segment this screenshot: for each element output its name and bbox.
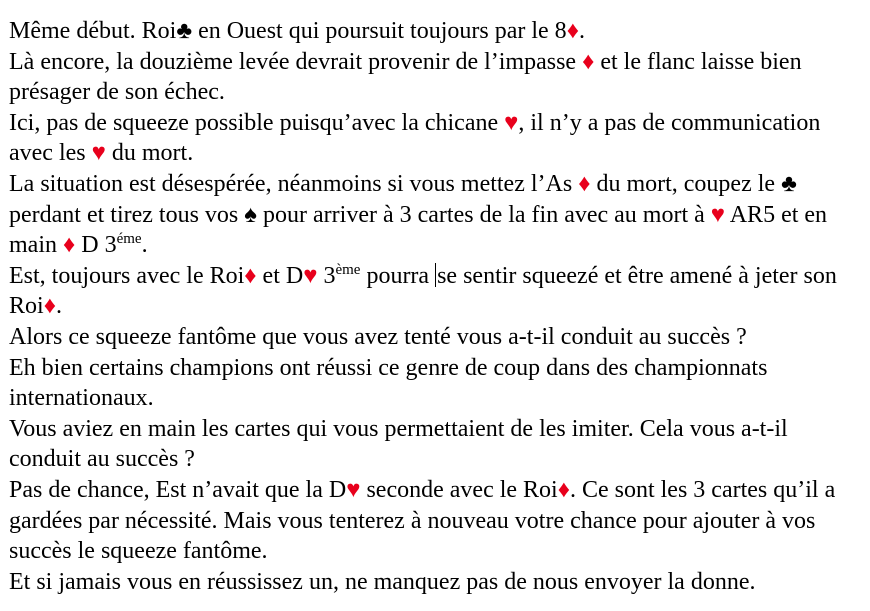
club-suit-icon: ♣	[176, 18, 193, 44]
diamond-suit-icon: ♦	[244, 262, 257, 289]
ordinal-superscript: éme	[116, 231, 142, 248]
text-run: Pas de chance, Est n’avait que la D	[9, 476, 347, 503]
text-run: du mort, coupez le	[590, 170, 782, 197]
text-run: 3	[317, 262, 336, 289]
paragraph-9	[9, 475, 861, 567]
text-run: perdant et tirez tous vos	[9, 201, 245, 228]
text-run: pour arriver à 3 cartes de la fin avec au mort à	[257, 201, 711, 228]
paragraph-1	[9, 16, 861, 47]
text-run: Ici, pas de squeeze possible puisqu’avec la chicane	[9, 109, 505, 136]
text-run: .	[141, 232, 148, 259]
text-run: , il n’y a pas de communication avec les	[9, 109, 821, 167]
text-run: Eh bien certains champions ont réussi ce genre de coup dans des championnats internationaux.	[9, 354, 768, 412]
text-run: Alors ce squeeze fantôme que vous avez tenté vous a-t-il conduit au succès ?	[9, 323, 747, 350]
diamond-suit-icon: ♦	[578, 170, 591, 197]
text-cursor	[435, 263, 436, 287]
text-run: Et si jamais vous en réussissez un, ne manquez pas de nous envoyer la donne.	[9, 568, 756, 595]
club-suit-icon: ♣	[781, 170, 797, 197]
text-run: seconde avec le Roi	[360, 476, 558, 503]
heart-suit-icon: ♥	[91, 140, 106, 167]
paragraph-4	[9, 169, 861, 261]
text-run: AR5 et en main	[9, 201, 828, 259]
text-run: pourra	[360, 262, 436, 289]
text-run: Là encore, la douzième levée devrait provenir de l’impasse	[9, 48, 583, 75]
text-run: La situation est désespérée, néanmoins si vous mettez l’As	[9, 170, 579, 197]
heart-suit-icon: ♥	[710, 201, 726, 228]
paragraph-3	[9, 108, 861, 169]
text-run: D 3	[75, 232, 117, 259]
diamond-suit-icon: ♦	[43, 293, 56, 320]
text-run: .	[55, 293, 62, 320]
text-run: Est, toujours avec le Roi	[9, 262, 245, 289]
text-run: en Ouest qui poursuit toujours par le 8	[192, 18, 567, 44]
heart-suit-icon: ♥	[504, 109, 519, 136]
heart-suit-icon: ♥	[303, 262, 318, 289]
paragraph-8	[9, 414, 861, 475]
heart-suit-icon: ♥	[346, 476, 361, 503]
paragraph-2	[9, 47, 861, 108]
paragraph-7	[9, 353, 861, 414]
text-run: et D	[256, 262, 304, 289]
text-run: et le flanc laisse bien présager de son échec.	[9, 48, 802, 106]
text-run: . Ce sont les 3 cartes qu’il a gardées par nécessité. Mais vous tenterez à nouveau votre chance pour ajouter à vos succès le squeeze fantôme.	[9, 476, 836, 565]
spade-suit-icon: ♠	[244, 201, 258, 228]
diamond-suit-icon: ♦	[557, 476, 570, 503]
diamond-suit-icon: ♦	[582, 48, 595, 75]
diamond-suit-icon: ♦	[566, 18, 579, 44]
diamond-suit-icon: ♦	[63, 232, 76, 259]
paragraph-5	[9, 261, 861, 322]
text-run: du mort.	[105, 140, 194, 167]
document-body[interactable]	[9, 16, 861, 597]
text-run: Même début. Roi	[9, 18, 177, 44]
ordinal-superscript: ème	[335, 261, 361, 278]
text-run: .	[578, 18, 585, 44]
paragraph-6	[9, 322, 861, 353]
text-run: se sentir squeezé et être amené à jeter son Roi	[9, 262, 837, 320]
text-run: Vous aviez en main les cartes qui vous permettaient de les imiter. Cela vous a-t-il conduit au succès ?	[9, 415, 788, 473]
paragraph-10	[9, 567, 861, 598]
